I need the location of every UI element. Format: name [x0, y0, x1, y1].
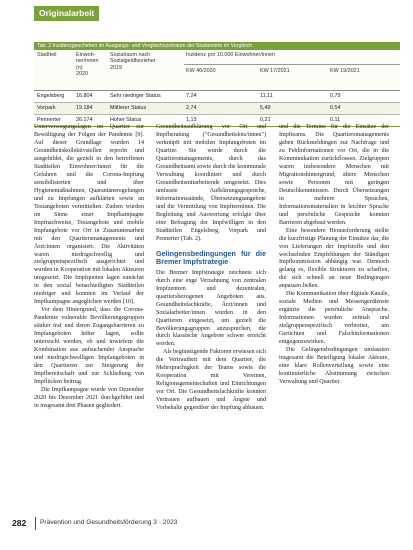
cell-kw46-2020: 7,24	[186, 93, 197, 99]
cell-einwohner: 16.804	[76, 93, 93, 99]
cell-kw17-2021: 11,11	[260, 93, 273, 99]
paragraph: Als begünstigende Faktoren erwiesen sich die Vertrautheit mit dem Quartier, die Mehrsprachigkeit der Teams sowie die Kooperation mit Vereinen, Religionsgemeinschaften und Einrichtungen vor Ort. Die Gesundheitsfachkräfte konnten Vertrauen aufbauen und Ängste und Vorbehalte gegenüber der Impfung abbauen.	[156, 349, 266, 412]
header-divider	[184, 64, 400, 65]
cell-kw19-2021: 0,11	[330, 117, 341, 123]
header-kw19-2021: KW 19/2021	[330, 68, 360, 74]
incidence-table	[34, 42, 400, 127]
table-caption: Tab. 2 Inzidenzgeschehen im Ausgangs- und Vergleichszeitraum der Studienorte im Vergleich	[34, 42, 400, 50]
journal-citation: Prävention und Gesundheitsförderung 3 · 2023	[40, 519, 178, 526]
text-column-right	[279, 124, 389, 387]
cell-sozialraum: Mittlerer Status	[110, 105, 147, 111]
paragraph: Die Gelingensbedingungen umfassten insgesamt die Beteiligung lokaler Akteure, eine klare Rollenverteilung sowie eine kontinuierliche Abstimmung zwischen Verwaltung und Quartier.	[279, 347, 389, 385]
page-number: 282	[12, 518, 27, 528]
header-einwohner: Einwoh- ner/innen (n) 2020	[76, 52, 99, 78]
paragraph: Die Bremer Impfstrategie zeichnete sich durch eine enge Verzahnung von zentralen Impfzentren und dezentralen, quartiersbezogenen Angeboten aus. Gesundheitsfachkräfte, Ärzt/innen und Sozialarbeiter/innen wurden in den Quartieren eingesetzt, um gezielt die Bevölkerungsgruppen anzusprechen, die durch klassische Angebote schwer erreicht werden.	[156, 269, 266, 348]
table-row	[34, 91, 400, 103]
cell-sozialraum: Hoher Status	[110, 117, 142, 123]
page-footer	[12, 518, 402, 532]
paragraph: Unterversorgungslagen im Quartier zur Bewältigung der Folgen der Pandemie [9]. Auf dieser Grundlage wurden 14 Gesundheitskollektivstellen erprobt und ausgebildet, die gezielt in den betroffenen Stadtteilen Einwohner/innen für die Gefahren und die Corona-Impfung sensibilisierten und über Hygienemaßnahmen, Quarantäneregelungen und zu Impfungen aufklärten sowie an Testangeboten vermittelten. Zudem wurden im Sinne einer Impfkampagne Impfnachweise, Testangebote und mobile Impfangebote vor Ort in Zusammenarbeit mit den Quartiersmanagements und Ärzt/innen organisiert. Die Aktivitäten waren niedrigschwellig und zielgruppenspezifisch ausgerichtet und wurden in Kooperation mit lokalen Akteuren umgesetzt. Die Impfquoten lagen zunächst in den sozial benachteiligten Stadtteilen niedriger und konnten im Verlauf der Impfkampagne angeglichen werden [10].	[34, 124, 144, 306]
table-header	[34, 50, 400, 91]
paragraph: und die Termine für die Einsätze der Impfteams. Die Quartiersmanagements gaben Rückmeldungen zur Nachfrage und zu Fehlinformationen vor Ort, die in die Kommunikation zurückflossen. Zielgruppen waren insbesondere Menschen mit Migrationshintergrund, ältere Menschen sowie Personen mit geringen Deutschkenntnissen. Durch Übersetzungen in mehrere Sprachen, Informationsmaterialien in leichter Sprache und persönliche Gespräche konnten Barrieren abgebaut werden.	[279, 124, 389, 226]
text-column-left	[34, 124, 144, 411]
header-kw17-2021: KW 17/2021	[260, 68, 290, 74]
cell-stadtteil: Vorpark	[37, 105, 56, 111]
cell-einwohner: 26.174	[76, 117, 93, 123]
cell-kw46-2020: 1,13	[186, 117, 197, 123]
header-sozialraum: Sozialraum nach Sozialgeldbezieher 2019	[110, 52, 156, 71]
section-heading: Gelingensbedingungen für die Bremer Impfstrategie	[156, 248, 266, 267]
text-column-middle	[156, 124, 266, 413]
cell-kw19-2021: 0,54	[330, 105, 341, 111]
header-kw46-2020: KW 46/2020	[186, 68, 216, 74]
paragraph: Gesundheitsaufklärung vor Ort und Impfberatung ("Gesundheitslots/innen") verknüpft mit mobilen Impfangeboten im Quartier. Sie wurde durch die Quartiersmanagements, durch das Gesundheitsamt sowie durch die kommunale Verwaltung koordiniert und durch Gesundheitsmitarbeitende umgesetzt. Dies umfasste Aufklärungsgespräche, Informationsstände, Übersetzungsangebote und die Vermittlung von Impfterminen. Die Begleitung und Auswertung erfolgte über eine Befragung der Impfwilligen in den Stadtteilen Engelsberg, Vorpark und Pennerter (Tab. 2).	[156, 124, 266, 242]
header-stadtteil: Stadtteil	[37, 52, 57, 58]
paragraph: Die Kommunikation über digitale Kanäle, soziale Medien und Messengerdienste ergänzte die persönliche Ansprache. Informationen wurden zeitnah und zielgruppenspezifisch verbreitet, um Gerüchten und Falschinformationen entgegenzuwirken.	[279, 291, 389, 346]
paragraph: Die Impfkampagne wurde von Dezember 2020 bis Dezember 2021 durchgeführt und in insgesamt drei Phasen gegliedert.	[34, 386, 144, 409]
paragraph: Vor dem Hintergrund, dass die Corona-Pandemie vulnerable Bevölkerungsgruppen stärker traf und deren Zugangsbarrieren zu Impfangeboten höher lagen, sollte untersucht werden, ob und inwiefern die Kombination aus aufsuchender Ansprache und niedrigschwelligen Impfangeboten in den Quartieren zur Steigerung der Impfbereitschaft und zur Schließung von Impflücken beitrug.	[34, 307, 144, 385]
header-inzidenz: Inzidenz pro 10.000 Einwohner/innen	[186, 52, 276, 58]
table-row	[34, 103, 400, 115]
cell-kw19-2021: 0,79	[330, 93, 341, 99]
cell-kw17-2021: 0,21	[260, 117, 271, 123]
footer-divider	[35, 517, 36, 530]
cell-stadtteil: Engelsberg	[37, 93, 65, 99]
cell-kw46-2020: 2,74	[186, 105, 197, 111]
cell-kw17-2021: 5,49	[260, 105, 271, 111]
paragraph: Eine besondere Herausforderung stellte die kurzfristige Planung der Einsätze dar, die von Lieferungen der Impfstoffe und den wechselnden Empfehlungen der Ständigen Impfkommission abhängig war. Dennoch gelang es, flexible Strukturen zu schaffen, die sich schnell an neue Bedingungen anpassen ließen.	[279, 227, 389, 290]
cell-sozialraum: Sehr niedriger Status	[110, 93, 161, 99]
article-type-badge: Originalarbeit	[34, 6, 99, 21]
cell-stadtteil: Pennerter	[37, 117, 61, 123]
cell-einwohner: 19.184	[76, 105, 93, 111]
